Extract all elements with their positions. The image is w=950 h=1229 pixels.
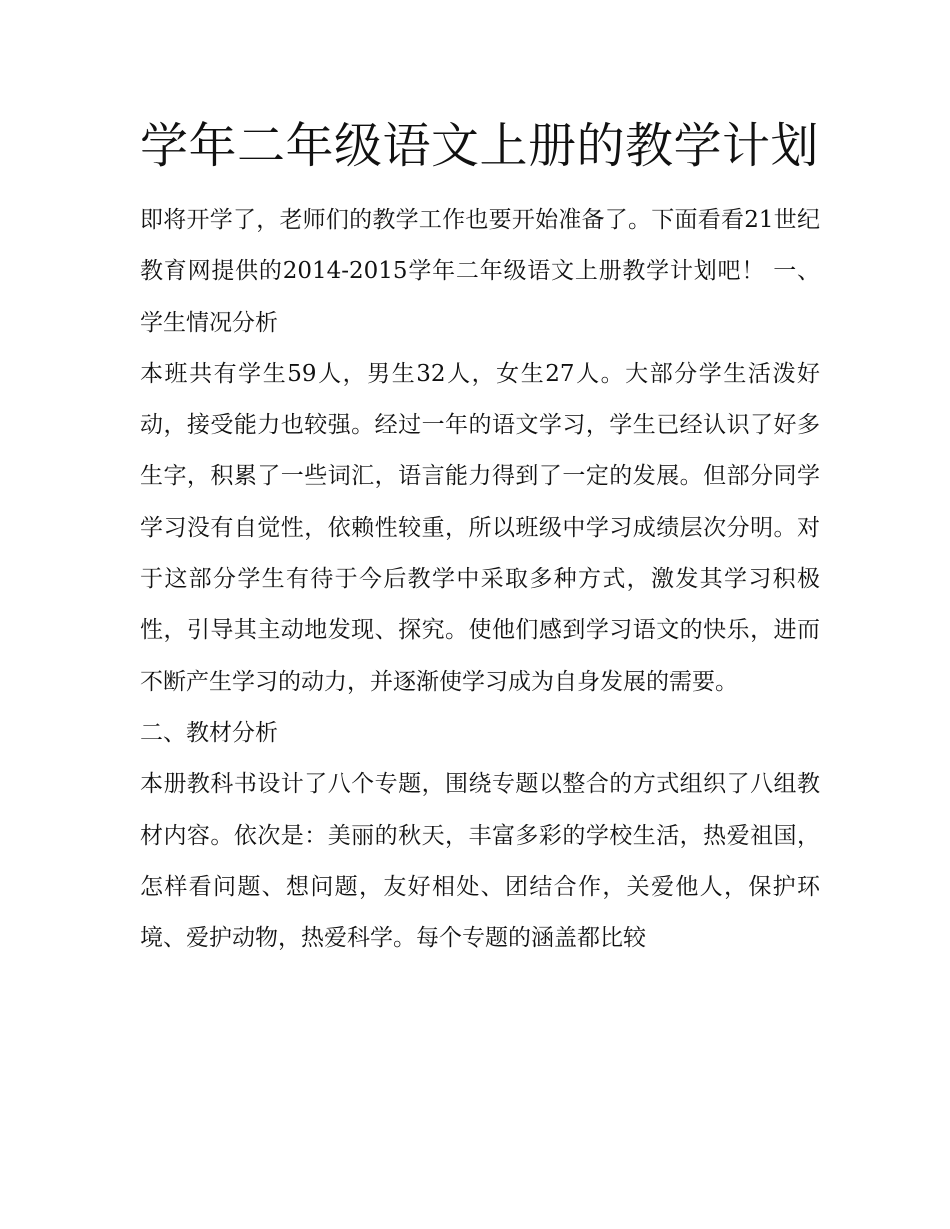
textbook-analysis-paragraph: 本册教科书设计了八个专题，围绕专题以整合的方式组织了八组教材内容。依次是：美丽的秋天，丰富多彩的学校生活，热爱祖国，怎样看问题、想问题，友好相处、团结合作，关爱他人，保护环境、爱护动物，热爱科学。每个专题的涵盖都比较 bbox=[140, 771, 820, 952]
document-page bbox=[140, 108, 820, 964]
document-title: 学年二年级语文上册的教学计划 bbox=[140, 118, 820, 174]
section-heading-textbook-analysis: 二、教材分析 bbox=[140, 719, 278, 746]
student-analysis-paragraph: 本班共有学生59人，男生32人，女生27人。大部分学生活泼好动，接受能力也较强。经过一年的语文学习，学生已经认识了好多生字，积累了一些词汇，语言能力得到了一定的发展。但部分同学学习没有自觉性，依赖性较重，所以班级中学习成绩层次分明。对于这部分学生有待于今后教学中采取多种方式，激发其学习积极性，引导其主动地发现、探究。使他们感到学习语文的快乐，进而不断产生学习的动力，并逐渐使学习成为自身发展的需要。 bbox=[140, 360, 820, 695]
intro-paragraph: 即将开学了，老师们的教学工作也要开始准备了。下面看看21世纪教育网提供的2014-2015学年二年级语文上册教学计划吧！ 一、学生情况分析 bbox=[140, 207, 820, 336]
